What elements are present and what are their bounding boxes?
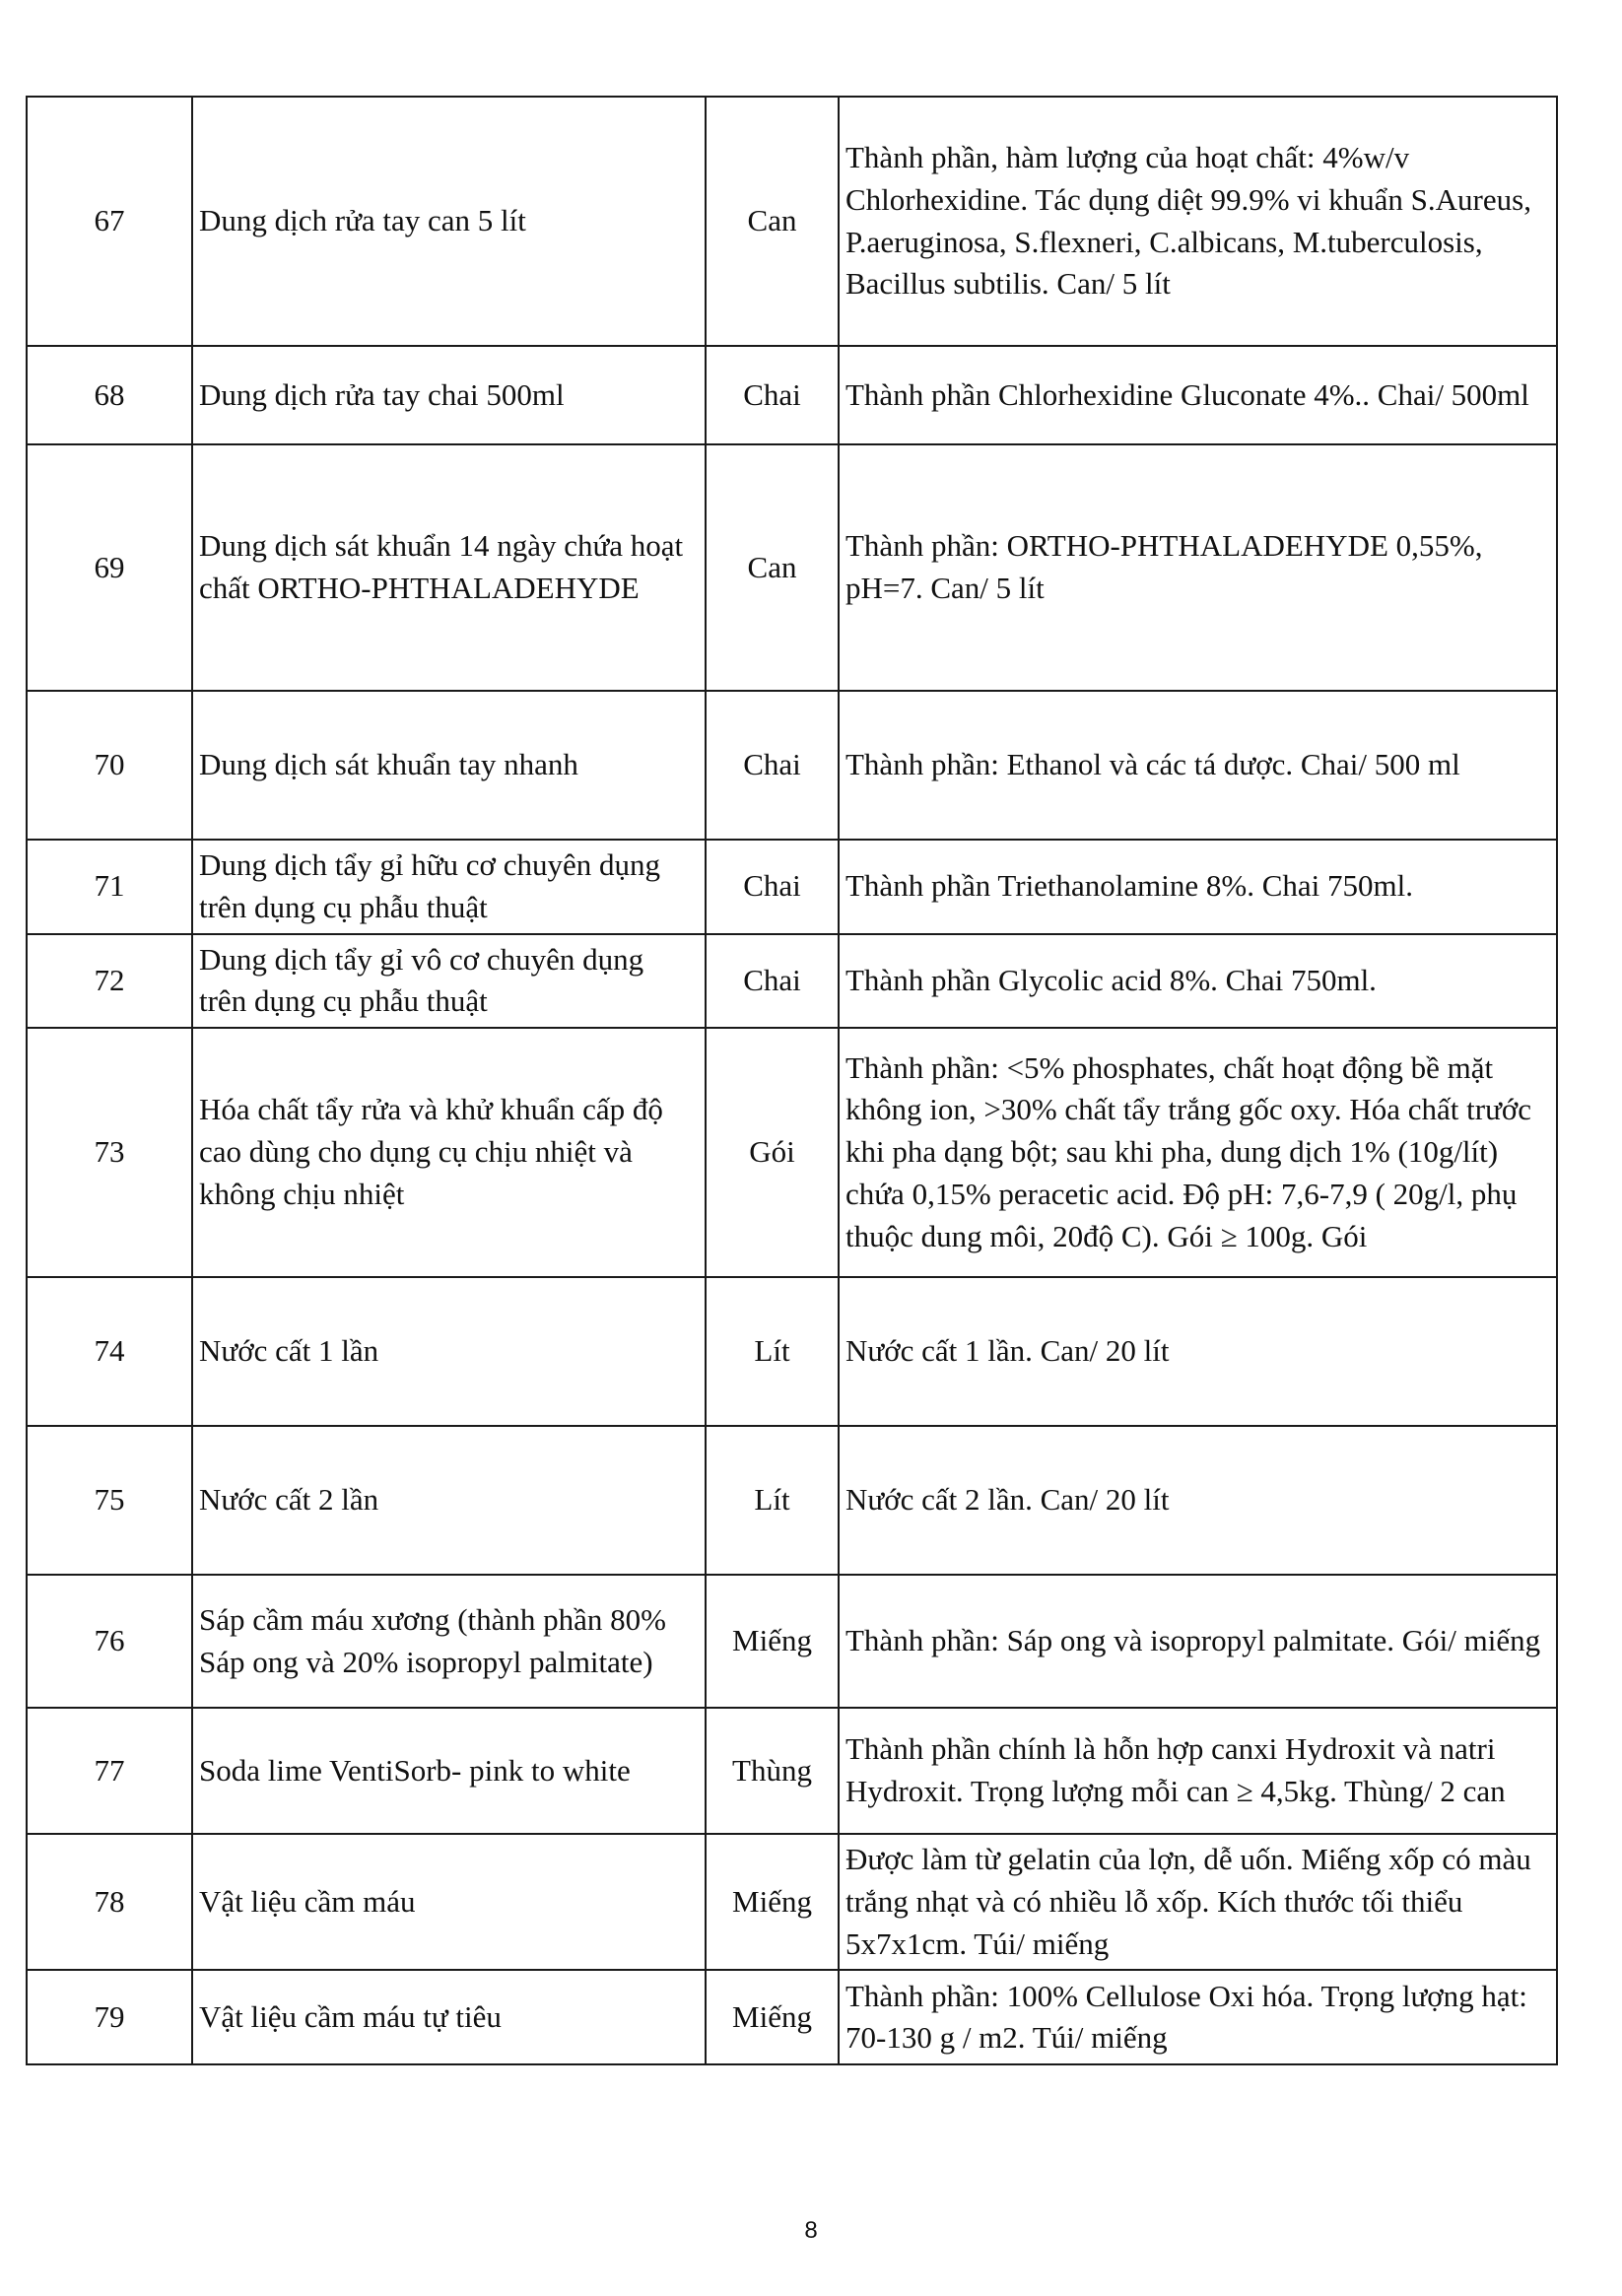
page-number: 8 xyxy=(804,2217,818,2244)
row-number: 68 xyxy=(27,346,192,444)
row-number: 69 xyxy=(27,444,192,691)
table-row xyxy=(27,1970,1557,2064)
row-number: 67 xyxy=(27,97,192,346)
item-unit: Miếng xyxy=(706,1575,839,1708)
table-row xyxy=(27,934,1557,1029)
item-spec: Thành phần Glycolic acid 8%. Chai 750ml. xyxy=(839,934,1557,1029)
item-name: Dung dịch rửa tay chai 500ml xyxy=(192,346,706,444)
item-name: Dung dịch rửa tay can 5 lít xyxy=(192,97,706,346)
item-spec: Thành phần Chlorhexidine Gluconate 4%.. Chai/ 500ml xyxy=(839,346,1557,444)
item-unit: Lít xyxy=(706,1277,839,1426)
row-number: 75 xyxy=(27,1426,192,1575)
row-number: 77 xyxy=(27,1708,192,1834)
row-number: 78 xyxy=(27,1834,192,1970)
item-name: Dung dịch sát khuẩn tay nhanh xyxy=(192,691,706,840)
item-unit: Gói xyxy=(706,1028,839,1277)
item-spec: Thành phần: ORTHO-PHTHALADEHYDE 0,55%, pH=7. Can/ 5 lít xyxy=(839,444,1557,691)
table-row xyxy=(27,444,1557,691)
item-unit: Lít xyxy=(706,1426,839,1575)
item-unit: Can xyxy=(706,97,839,346)
row-number: 70 xyxy=(27,691,192,840)
table-row xyxy=(27,97,1557,346)
row-number: 79 xyxy=(27,1970,192,2064)
item-unit: Can xyxy=(706,444,839,691)
item-name: Dung dịch sát khuẩn 14 ngày chứa hoạt chất ORTHO-PHTHALADEHYDE xyxy=(192,444,706,691)
item-name: Vật liệu cầm máu tự tiêu xyxy=(192,1970,706,2064)
item-name: Nước cất 2 lần xyxy=(192,1426,706,1575)
item-name: Sáp cầm máu xương (thành phần 80% Sáp ong và 20% isopropyl palmitate) xyxy=(192,1575,706,1708)
item-spec: Thành phần chính là hỗn hợp canxi Hydroxit và natri Hydroxit. Trọng lượng mỗi can ≥ 4,5kg. Thùng/ 2 can xyxy=(839,1708,1557,1834)
row-number: 74 xyxy=(27,1277,192,1426)
item-name: Dung dịch tẩy gỉ hữu cơ chuyên dụng trên dụng cụ phẫu thuật xyxy=(192,840,706,934)
item-spec: Thành phần: <5% phosphates, chất hoạt động bề mặt không ion, >30% chất tẩy trắng gốc oxy. Hóa chất trước khi pha dạng bột; sau khi pha, dung dịch 1% (10g/lít) chứa 0,15% peracetic acid. Độ pH: 7,6-7,9 ( 20g/l, phụ thuộc dung môi, 20độ C). Gói ≥ 100g. Gói xyxy=(839,1028,1557,1277)
table-row xyxy=(27,1708,1557,1834)
item-spec: Thành phần, hàm lượng của hoạt chất: 4%w/v Chlorhexidine. Tác dụng diệt 99.9% vi khuẩn S.Aureus, P.aeruginosa, S.flexneri, C.albicans, M.tuberculosis, Bacillus subtilis. Can/ 5 lít xyxy=(839,97,1557,346)
item-spec: Thành phần Triethanolamine 8%. Chai 750ml. xyxy=(839,840,1557,934)
item-spec: Nước cất 1 lần. Can/ 20 lít xyxy=(839,1277,1557,1426)
table-row xyxy=(27,691,1557,840)
row-number: 72 xyxy=(27,934,192,1029)
row-number: 73 xyxy=(27,1028,192,1277)
item-name: Hóa chất tẩy rửa và khử khuẩn cấp độ cao dùng cho dụng cụ chịu nhiệt và không chịu nhiệt xyxy=(192,1028,706,1277)
item-unit: Thùng xyxy=(706,1708,839,1834)
item-spec: Thành phần: Sáp ong và isopropyl palmitate. Gói/ miếng xyxy=(839,1575,1557,1708)
supplies-table xyxy=(26,96,1558,2065)
item-spec: Được làm từ gelatin của lợn, dễ uốn. Miếng xốp có màu trắng nhạt và có nhiều lỗ xốp. Kích thước tối thiểu 5x7x1cm. Túi/ miếng xyxy=(839,1834,1557,1970)
item-name: Soda lime VentiSorb- pink to white xyxy=(192,1708,706,1834)
table-row xyxy=(27,1575,1557,1708)
item-unit: Miếng xyxy=(706,1970,839,2064)
item-spec: Thành phần: 100% Cellulose Oxi hóa. Trọng lượng hạt: 70-130 g / m2. Túi/ miếng xyxy=(839,1970,1557,2064)
item-unit: Chai xyxy=(706,346,839,444)
table-row xyxy=(27,346,1557,444)
table-row xyxy=(27,1277,1557,1426)
table-row xyxy=(27,1426,1557,1575)
item-name: Vật liệu cầm máu xyxy=(192,1834,706,1970)
table-row xyxy=(27,840,1557,934)
item-unit: Miếng xyxy=(706,1834,839,1970)
item-spec: Thành phần: Ethanol và các tá dược. Chai/ 500 ml xyxy=(839,691,1557,840)
item-unit: Chai xyxy=(706,934,839,1029)
row-number: 76 xyxy=(27,1575,192,1708)
item-unit: Chai xyxy=(706,691,839,840)
row-number: 71 xyxy=(27,840,192,934)
table-row xyxy=(27,1834,1557,1970)
item-unit: Chai xyxy=(706,840,839,934)
item-spec: Nước cất 2 lần. Can/ 20 lít xyxy=(839,1426,1557,1575)
table-row xyxy=(27,1028,1557,1277)
item-name: Nước cất 1 lần xyxy=(192,1277,706,1426)
item-name: Dung dịch tẩy gỉ vô cơ chuyên dụng trên dụng cụ phẫu thuật xyxy=(192,934,706,1029)
